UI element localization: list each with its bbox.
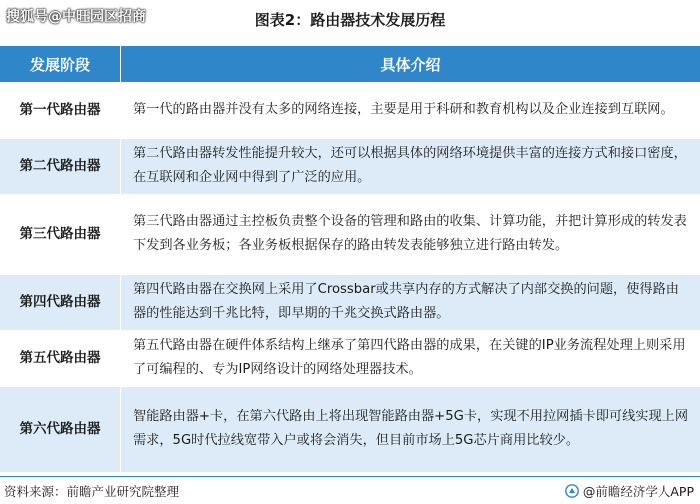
description-cell: 第三代路由器通过主控板负责整个设备的管理和路由的收集、计算功能，并把计算形成的转发表下发到各业务板；各业务板根据保存的路由转发表能够独立进行路由转发。 [121, 194, 700, 274]
brand-text: @前瞻经济学人APP [583, 482, 694, 500]
header-description: 具体介绍 [121, 46, 700, 82]
brand-credit [565, 482, 694, 500]
table-header-row [0, 46, 700, 82]
stage-cell: 第五代路由器 [0, 330, 121, 386]
table-row [0, 194, 700, 274]
footer [0, 476, 700, 504]
stage-cell: 第一代路由器 [0, 82, 121, 138]
table-row [0, 330, 700, 386]
source-note: 资料来源：前瞻产业研究院整理 [4, 482, 179, 500]
stage-cell: 第二代路由器 [0, 138, 121, 194]
router-history-table [0, 46, 700, 473]
table-row [0, 138, 700, 194]
description-cell: 智能路由器+卡，在第六代路由上将出现智能路由器+5G卡，实现不用拉网插卡即可线实现上网需求，5G时代拉线宽带入户或将会消失，但目前市场上5G芯片商用比较少。 [121, 386, 700, 472]
table-row [0, 82, 700, 138]
stage-cell: 第四代路由器 [0, 274, 121, 330]
chart-title: 图表2：路由器技术发展历程 [0, 9, 700, 30]
watermark-text: 搜狐号@中旺园区招商 [6, 6, 146, 26]
table-row [0, 274, 700, 330]
description-cell: 第五代路由器在硬件体系结构上继承了第四代路由器的成果，在关键的IP业务流程处理上则采用了可编程的、专为IP网络设计的网络处理器技术。 [121, 330, 700, 386]
table-row [0, 386, 700, 472]
description-cell: 第二代路由器转发性能提升较大，还可以根据具体的网络环境提供丰富的连接方式和接口密度，在互联网和企业网中得到了广泛的应用。 [121, 138, 700, 194]
brand-logo-icon [565, 484, 579, 498]
stage-cell: 第六代路由器 [0, 386, 121, 472]
header-stage: 发展阶段 [0, 46, 121, 82]
description-cell: 第一代的路由器并没有太多的网络连接，主要是用于科研和教育机构以及企业连接到互联网。 [121, 82, 700, 138]
stage-cell: 第三代路由器 [0, 194, 121, 274]
description-cell: 第四代路由器在交换网上采用了Crossbar或共享内存的方式解决了内部交换的问题，使得路由器的性能达到千兆比特，即早期的千兆交换式路由器。 [121, 274, 700, 330]
